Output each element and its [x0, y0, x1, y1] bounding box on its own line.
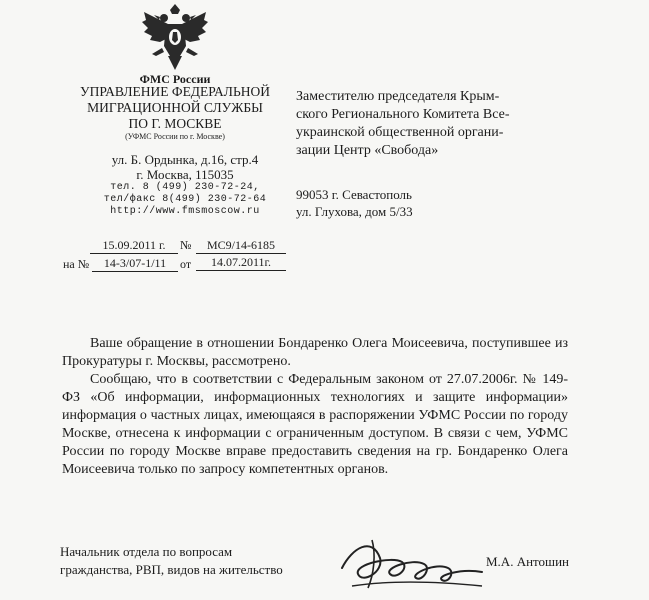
agency-address-line-2: г. Москва, 115035: [136, 167, 234, 182]
reply-to-date: 14.07.2011г.: [196, 255, 286, 271]
handwritten-signature-icon: [332, 528, 492, 594]
agency-short-name: ФМС России: [139, 72, 211, 86]
reply-from-label: от: [180, 257, 192, 271]
reply-to-label: на №: [63, 257, 90, 271]
signatory-title-line-2: гражданства, РВП, видов на жительство: [60, 562, 283, 577]
body-paragraph-2: Сообщаю, что в соответствии с Федеральным законом от 27.07.2006г. № 149-ФЗ «Об информации, информационных технологиях и защите информации» информация о частных лицах, имеющаяся в распоряжении УФМС России по городу Москве, отнесена к информации с ограниченным доступом. В связи с чем, УФМС России по городу Москве вправе предоставить сведения на гр. Бондаренко Олега Моисеевича только по запросу компетентных органов.: [62, 372, 568, 477]
department-line-1: УПРАВЛЕНИЕ ФЕДЕРАЛЬНОЙ: [80, 84, 270, 99]
signatory-title-line-1: Начальник отдела по вопросам: [60, 544, 233, 559]
recipient-address-line-1: 99053 г. Севастополь: [296, 187, 412, 202]
department-line-3: ПО Г. МОСКВЕ: [128, 116, 222, 131]
signatory-name: М.А. Антошин: [486, 554, 569, 569]
letter-number: МС9/14-6185: [196, 238, 286, 254]
agency-fax: тел/факс 8(499) 230-72-64: [103, 194, 267, 205]
letter-number-label: №: [180, 238, 192, 252]
agency-website: http://www.fmsmoscow.ru: [110, 206, 260, 217]
recipient-line-4: зации Центр «Свобода»: [296, 143, 439, 158]
agency-address-line-1: ул. Б. Ордынка, д.16, стр.4: [111, 152, 259, 167]
recipient-line-3: украинской общественной органи-: [296, 125, 504, 140]
reply-to-number: 14-3/07-1/11: [92, 256, 178, 272]
department-line-2: МИГРАЦИОННОЙ СЛУЖБЫ: [87, 100, 263, 115]
department-abbreviation: (УФМС России по г. Москве): [125, 132, 225, 141]
eagle-emblem-icon: [140, 4, 210, 72]
recipient-address-line-2: ул. Глухова, дом 5/33: [296, 204, 413, 219]
recipient-line-1: Заместителю председателя Крым-: [296, 89, 500, 104]
agency-phone: тел. 8 (499) 230-72-24,: [110, 182, 260, 193]
recipient-line-2: ского Регионального Комитета Все-: [296, 107, 510, 122]
letter-date: 15.09.2011 г.: [90, 238, 178, 254]
body-paragraph-1: Ваше обращение в отношении Бондаренко Олега Моисеевича, поступившее из Прокуратуры г. Москвы, рассмотрено.: [62, 336, 568, 369]
